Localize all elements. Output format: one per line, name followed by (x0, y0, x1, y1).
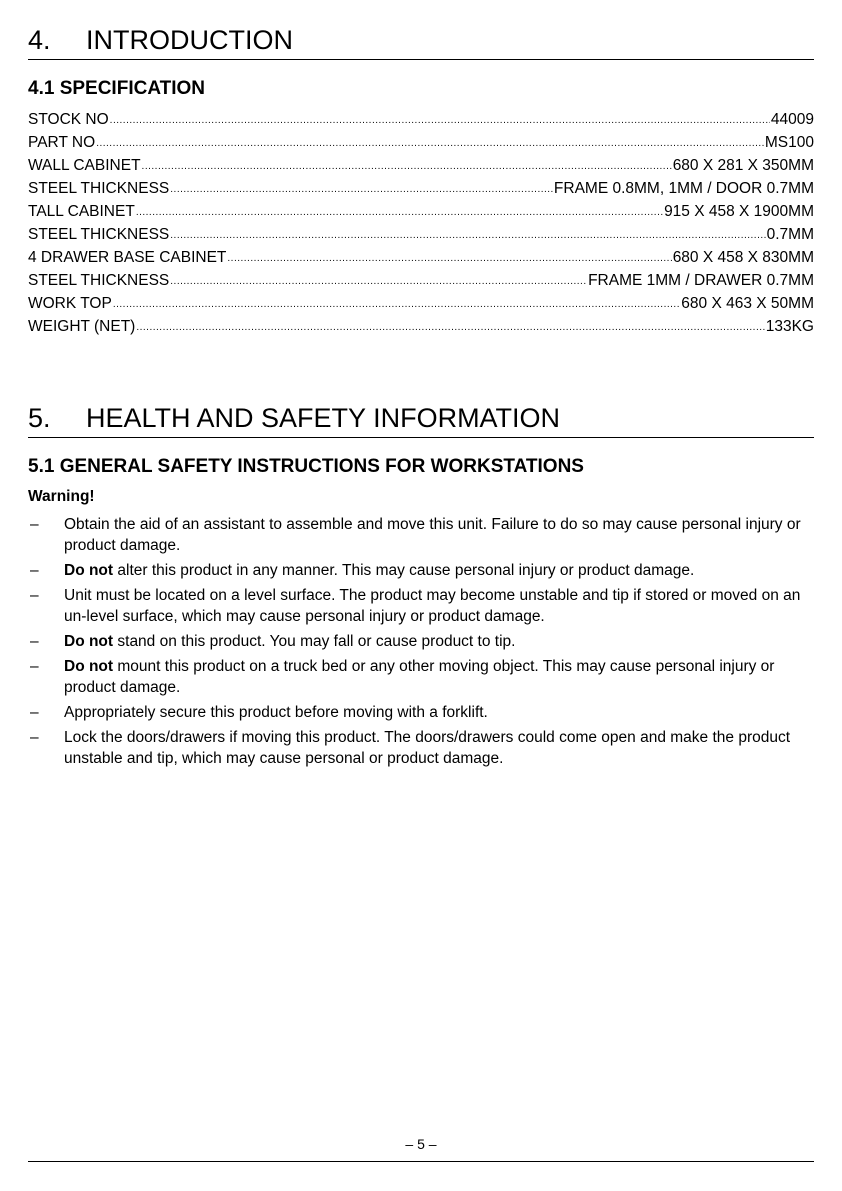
dot-leader (170, 224, 765, 247)
spec-label: TALL CABINET (28, 203, 135, 220)
emphasis-text: Do not (64, 562, 114, 579)
dot-leader (136, 201, 663, 224)
specification-list (28, 108, 814, 338)
spec-row (28, 131, 814, 154)
dot-leader (227, 247, 671, 270)
dash-bullet: – (30, 633, 39, 650)
dash-bullet: – (30, 587, 39, 604)
warning-label: Warning! (28, 488, 95, 505)
dot-leader (170, 270, 587, 293)
spec-row (28, 315, 814, 338)
spec-value: 0.7MM (766, 226, 814, 243)
page-number: – 5 – (405, 1136, 437, 1152)
spec-label: STEEL THICKNESS (28, 272, 170, 289)
safety-item-text (64, 631, 814, 652)
spec-label: WEIGHT (NET) (28, 318, 136, 335)
safety-item (28, 585, 814, 627)
section-4-title-text: INTRODUCTION (86, 25, 293, 55)
section-5-number: 5. (28, 403, 51, 433)
spec-value: 44009 (770, 111, 814, 128)
safety-item (28, 514, 814, 556)
dash-bullet: – (30, 658, 39, 675)
spec-row (28, 292, 814, 315)
footer-divider (28, 1161, 814, 1162)
dot-leader (170, 178, 553, 201)
spec-row (28, 223, 814, 246)
safety-item-text (64, 514, 814, 556)
spec-value: 915 X 458 X 1900MM (664, 203, 814, 220)
spec-label: WALL CABINET (28, 157, 141, 174)
spec-row (28, 269, 814, 292)
safety-item (28, 727, 814, 769)
dash-bullet: – (30, 562, 39, 579)
spec-row (28, 200, 814, 223)
safety-item-body: Obtain the aid of an assistant to assemble and move this unit. Failure to do so may cause personal injury or product damage. (64, 516, 805, 554)
specification-heading: 4.1 SPECIFICATION (28, 78, 206, 99)
spec-value: 133KG (765, 318, 814, 335)
spec-label: 4 DRAWER BASE CABINET (28, 249, 227, 266)
spec-label: STOCK NO (28, 111, 109, 128)
spec-value: 680 X 463 X 50MM (681, 295, 814, 312)
spec-row (28, 154, 814, 177)
dot-leader (113, 293, 680, 316)
safety-item-body: alter this product in any manner. This may cause personal injury or product damage. (113, 562, 695, 579)
safety-item-text (64, 656, 814, 698)
safety-item-body: Lock the doors/drawers if moving this product. The doors/drawers could come open and make the product unstable and tip, which may cause personal or product damage. (64, 729, 795, 767)
safety-item-body: Appropriately secure this product before moving with a forklift. (64, 704, 488, 721)
emphasis-text: Do not (64, 658, 114, 675)
section-4-number: 4. (28, 25, 51, 55)
safety-item-body: stand on this product. You may fall or cause product to tip. (113, 633, 516, 650)
dash-bullet: – (30, 729, 39, 746)
spec-value: FRAME 1MM / DRAWER 0.7MM (588, 272, 814, 289)
dot-leader (136, 316, 764, 339)
dot-leader (110, 109, 770, 132)
safety-item-text (64, 585, 814, 627)
spec-row (28, 246, 814, 269)
safety-item (28, 631, 814, 652)
spec-label: PART NO (28, 134, 96, 151)
safety-item-body: Unit must be located on a level surface. The product may become unstable and tip if stored or moved on an un-level surface, which may cause personal injury or product damage. (64, 587, 805, 625)
dot-leader (142, 155, 672, 178)
spec-value: FRAME 0.8MM, 1MM / DOOR 0.7MM (553, 180, 814, 197)
spec-value: 680 X 458 X 830MM (672, 249, 814, 266)
dash-bullet: – (30, 516, 39, 533)
section-5-title-text: HEALTH AND SAFETY INFORMATION (86, 403, 561, 433)
spec-value: MS100 (764, 134, 814, 151)
spec-row (28, 108, 814, 131)
safety-item (28, 702, 814, 723)
emphasis-text: Do not (64, 633, 114, 650)
dash-bullet: – (30, 704, 39, 721)
spec-row (28, 177, 814, 200)
safety-item-body: mount this product on a truck bed or any other moving object. This may cause personal injury or product damage. (64, 658, 779, 696)
spec-label: STEEL THICKNESS (28, 180, 170, 197)
safety-item (28, 560, 814, 581)
safety-item-text (64, 560, 814, 581)
safety-item-text (64, 702, 814, 723)
safety-instructions-list (28, 514, 814, 773)
safety-item (28, 656, 814, 698)
dot-leader (96, 132, 764, 155)
spec-value: 680 X 281 X 350MM (672, 157, 814, 174)
spec-label: WORK TOP (28, 295, 112, 312)
safety-item-text (64, 727, 814, 769)
safety-instructions-heading: 5.1 GENERAL SAFETY INSTRUCTIONS FOR WORKSTATIONS (28, 456, 584, 477)
spec-label: STEEL THICKNESS (28, 226, 170, 243)
section-4-title (28, 24, 814, 60)
section-5-title (28, 402, 814, 438)
